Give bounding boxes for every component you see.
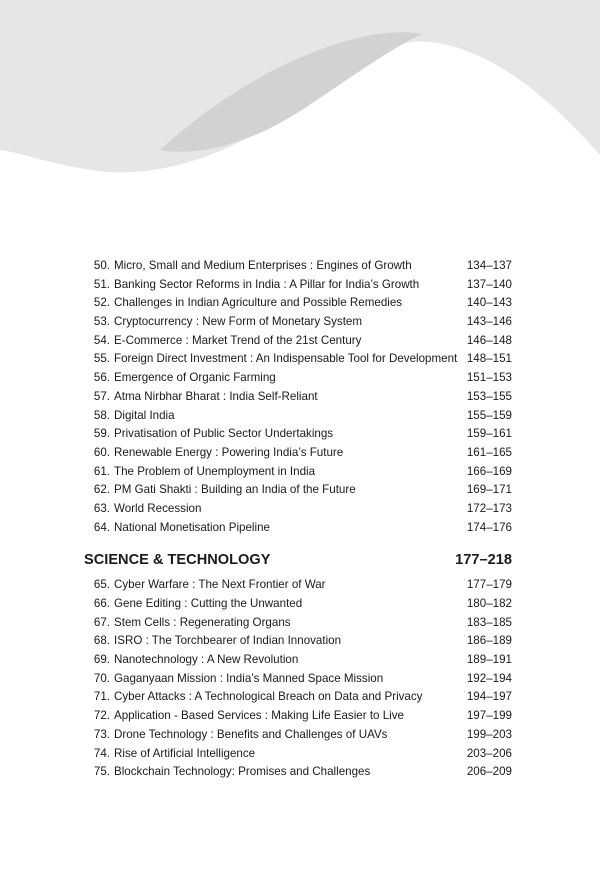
entry-title: PM Gati Shakti : Building an India of the Future: [114, 483, 356, 497]
entry-number: 70.: [93, 671, 110, 685]
entry-title: E-Commerce : Market Trend of the 21st Century: [114, 333, 362, 347]
toc-entry[interactable]: [84, 726, 514, 745]
entry-number: 51.: [93, 277, 110, 291]
toc-entry[interactable]: [84, 595, 514, 614]
toc-entry[interactable]: [84, 707, 514, 726]
toc-entry[interactable]: [84, 688, 514, 707]
entry-title: ISRO : The Torchbearer of Indian Innovation: [114, 634, 342, 648]
entry-title: Stem Cells : Regenerating Organs: [114, 615, 291, 629]
toc-entry[interactable]: [84, 614, 514, 633]
entry-number: 63.: [93, 501, 110, 515]
entry-pages: 137–140: [466, 277, 512, 291]
entry-pages: 177–179: [466, 578, 512, 592]
entry-title: Blockchain Technology: Promises and Challenges: [114, 765, 371, 779]
entry-number: 67.: [93, 615, 110, 629]
entry-pages: 199–203: [466, 727, 512, 741]
toc-entry[interactable]: [84, 576, 514, 595]
entry-number: 59.: [93, 427, 110, 441]
entry-title: Emergence of Organic Farming: [114, 371, 276, 385]
entry-pages: 197–199: [466, 709, 512, 723]
section-title: SCIENCE & TECHNOLOGY: [84, 552, 271, 569]
toc-entry[interactable]: [84, 463, 514, 482]
toc-entry[interactable]: [84, 425, 514, 444]
entry-number: 75.: [93, 765, 110, 779]
table-of-contents: [84, 257, 514, 782]
entry-pages: 161–165: [466, 445, 512, 459]
entry-pages: 143–146: [466, 315, 512, 329]
section-heading[interactable]: [84, 546, 514, 574]
toc-entry[interactable]: [84, 332, 514, 351]
toc-entry[interactable]: [84, 388, 514, 407]
entry-title: Cyber Warfare : The Next Frontier of War: [114, 578, 326, 592]
entry-title: Atma Nirbhar Bharat : India Self-Reliant: [114, 389, 318, 403]
entry-title: Micro, Small and Medium Enterprises : Engines of Growth: [114, 259, 412, 272]
toc-entry[interactable]: [84, 294, 514, 313]
toc-entry[interactable]: [84, 651, 514, 670]
entry-title: Cyber Attacks : A Technological Breach on Data and Privacy: [114, 690, 423, 704]
entry-number: 55.: [93, 352, 110, 366]
entry-pages: 151–153: [466, 371, 512, 385]
entry-pages: 192–194: [466, 671, 512, 685]
entry-title: Gaganyaan Mission : India’s Manned Space Mission: [114, 671, 384, 685]
entry-pages: 148–151: [466, 352, 512, 366]
entry-pages: 180–182: [466, 597, 512, 610]
entry-number: 62.: [93, 483, 110, 497]
entry-title: Gene Editing : Cutting the Unwanted: [114, 597, 303, 610]
entry-title: Banking Sector Reforms in India : A Pillar for India’s Growth: [114, 277, 420, 291]
entry-number: 57.: [93, 389, 110, 403]
entry-number: 53.: [93, 315, 110, 329]
entry-number: 71.: [93, 690, 110, 704]
science-entries: [84, 576, 514, 782]
entry-pages: 183–185: [466, 615, 512, 629]
toc-entry[interactable]: [84, 500, 514, 519]
entry-title: Rise of Artificial Intelligence: [114, 746, 256, 760]
entry-pages: 203–206: [466, 746, 512, 760]
entry-number: 54.: [93, 333, 110, 347]
entry-pages: 140–143: [466, 296, 512, 310]
entry-pages: 155–159: [466, 408, 512, 422]
entry-pages: 134–137: [466, 259, 512, 272]
toc-entry[interactable]: [84, 407, 514, 426]
entry-title: National Monetisation Pipeline: [114, 520, 270, 534]
economy-entries: [84, 257, 514, 537]
entry-pages: 166–169: [466, 464, 512, 478]
entry-title: Foreign Direct Investment : An Indispensable Tool for Development: [114, 352, 458, 366]
toc-entry[interactable]: [84, 519, 514, 538]
entry-pages: 174–176: [466, 520, 512, 534]
entry-title: Application - Based Services : Making Life Easier to Live: [114, 709, 404, 723]
header-wave-decoration: [0, 0, 600, 200]
entry-pages: 172–173: [466, 501, 512, 515]
entry-pages: 153–155: [466, 389, 512, 403]
entry-number: 68.: [93, 634, 110, 648]
entry-number: 69.: [93, 653, 110, 667]
entry-pages: 189–191: [466, 653, 512, 667]
entry-number: 73.: [93, 727, 110, 741]
entry-number: 74.: [93, 746, 110, 760]
entry-number: 65.: [93, 578, 110, 592]
entry-number: 72.: [93, 709, 110, 723]
entry-title: Renewable Energy : Powering India’s Future: [114, 445, 344, 459]
entry-title: Privatisation of Public Sector Undertakings: [114, 427, 334, 441]
entry-pages: 206–209: [466, 765, 512, 779]
entry-number: 60.: [93, 445, 110, 459]
entry-pages: 146–148: [466, 333, 512, 347]
toc-entry[interactable]: [84, 481, 514, 500]
entry-title: Challenges in Indian Agriculture and Possible Remedies: [114, 296, 403, 310]
entry-pages: 194–197: [466, 690, 512, 704]
entry-number: 52.: [93, 296, 110, 310]
toc-entry[interactable]: [84, 313, 514, 332]
toc-entry[interactable]: [84, 745, 514, 764]
entry-number: 66.: [93, 597, 110, 610]
entry-title: Drone Technology : Benefits and Challenges of UAVs: [114, 727, 388, 741]
entry-number: 58.: [93, 408, 110, 422]
toc-entry[interactable]: [84, 369, 514, 388]
toc-entry[interactable]: [84, 670, 514, 689]
toc-entry[interactable]: [84, 444, 514, 463]
toc-entry[interactable]: [84, 276, 514, 295]
toc-entry[interactable]: [84, 257, 514, 276]
section-pages: 177–218: [455, 552, 512, 569]
entry-title: Cryptocurrency : New Form of Monetary System: [114, 315, 363, 329]
entry-number: 61.: [93, 464, 110, 478]
toc-entry[interactable]: [84, 350, 514, 369]
entry-title: World Recession: [114, 501, 202, 515]
entry-pages: 159–161: [466, 427, 512, 441]
toc-entry[interactable]: [84, 632, 514, 651]
entry-title: Digital India: [114, 408, 175, 422]
entry-title: The Problem of Unemployment in India: [114, 464, 316, 478]
entry-number: 50.: [93, 259, 110, 272]
entry-pages: 169–171: [466, 483, 512, 497]
entry-number: 56.: [93, 371, 110, 385]
entry-title: Nanotechnology : A New Revolution: [114, 653, 299, 667]
entry-number: 64.: [93, 520, 110, 534]
entry-pages: 186–189: [466, 634, 512, 648]
toc-entry[interactable]: [84, 763, 514, 782]
